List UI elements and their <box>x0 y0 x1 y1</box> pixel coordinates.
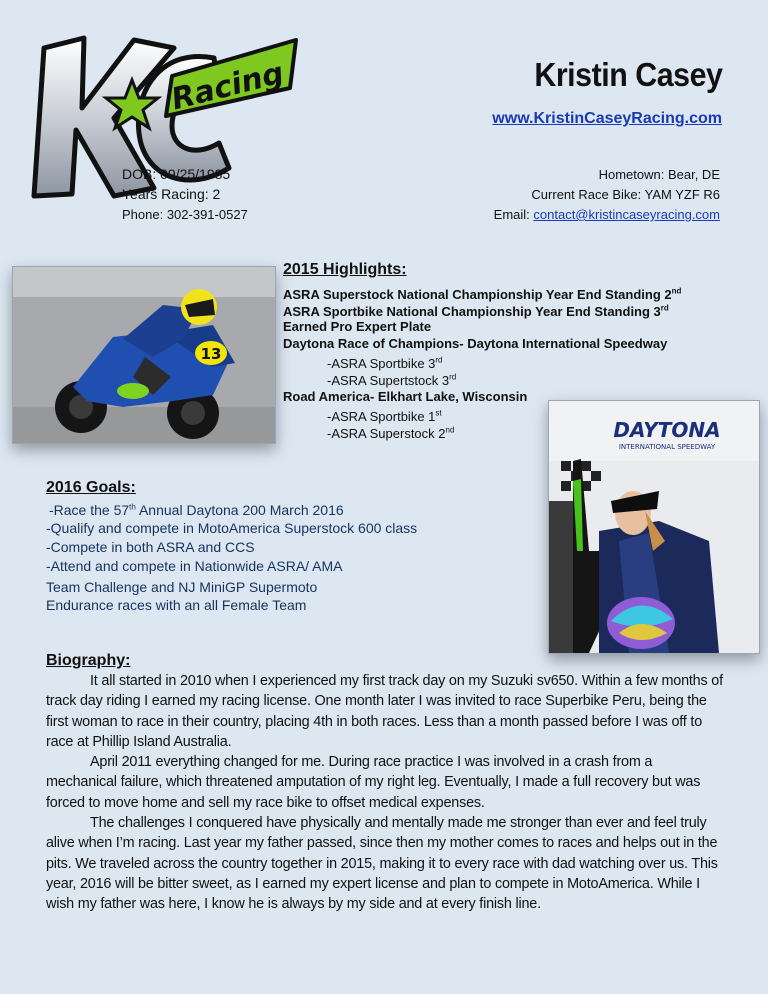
highlight-daytona: Daytona Race of Champions- Daytona International Speedway <box>283 336 668 351</box>
highlight-sportbike: ASRA Sportbike National Championship Year End Standing 3rd <box>283 303 669 319</box>
biography-paragraph-3: The challenges I conquered have physically and mentally made me stronger than ever and feel truly alive when I’m racing. Last year my father passed, since then my mother comes to races and helps out in the pits. We traveled across the country together in 2015, making it to every race with dad watching over us. This year, 2016 will be bitter sweet, as I earned my expert license and plan to compete in MotoAmerica. While I wish my father was here, I know he is always by my side and at every finish line. <box>46 815 718 913</box>
email-label: Email: <box>493 207 534 222</box>
goals-title: 2016 Goals: <box>46 479 136 496</box>
current-bike: Current Race Bike: YAM YZF R6 <box>531 187 720 202</box>
goal-daytona-200: -Race the 57th Annual Daytona 200 March 2016 <box>49 502 344 518</box>
highlight-daytona-sportbike: -ASRA Sportbike 3rd <box>327 355 443 371</box>
years-racing: Years Racing: 2 <box>122 186 221 202</box>
svg-text:Racing: Racing <box>167 55 288 118</box>
highlight-road-america: Road America- Elkhart Lake, Wisconsin <box>283 389 528 404</box>
dob: DOB: 09/25/1985 <box>122 166 231 182</box>
hometown: Hometown: Bear, DE <box>598 167 720 182</box>
goal-motoamerica: -Qualify and compete in MotoAmerica Superstock 600 class <box>46 520 418 536</box>
website-link[interactable]: www.KristinCaseyRacing.com <box>492 110 722 127</box>
daytona-banner-text: DAYTONA <box>613 418 721 442</box>
racer-name: Kristin Casey <box>533 56 722 93</box>
motorcycle-photo <box>12 266 276 444</box>
goal-asra-ccs: -Compete in both ASRA and CCS <box>46 539 255 555</box>
phone: Phone: 302-391-0527 <box>122 207 248 222</box>
biography-text <box>46 671 726 915</box>
racer-photo <box>548 400 760 654</box>
goal-team-challenge: Team Challenge and NJ MiniGP Supermoto <box>46 579 318 595</box>
biography-paragraph-2: April 2011 everything changed for me. During race practice I was involved in a crash from a mechanical failure, which threatened amputation of my right leg. Eventually, I made a full recovery but was forced to move home and sell my race bike to offset medical expenses. <box>46 754 701 811</box>
highlights-title: 2015 Highlights: <box>283 261 407 278</box>
email-link[interactable]: contact@kristincaseyracing.com <box>533 207 720 222</box>
biography-paragraph-1: It all started in 2010 when I experienced my first track day on my Suzuki sv650. Within a few months of track day riding I earned my racing license. One month later I was invited to race Superbike Peru, being the first woman to race in their country, placing 4th in both races. Less than a month passed before I was off to race at Phillip Island Australia. <box>46 673 723 750</box>
speedway-banner-text: INTERNATIONAL SPEEDWAY <box>618 443 716 451</box>
email-line <box>494 207 720 222</box>
bike-number: 13 <box>200 345 222 363</box>
highlight-road-america-superstock: -ASRA Superstock 2nd <box>327 425 455 441</box>
highlight-daytona-superstock: -ASRA Supertstock 3rd <box>327 372 457 388</box>
goal-nationwide: -Attend and compete in Nationwide ASRA/ AMA <box>46 558 343 574</box>
goal-endurance: Endurance races with an all Female Team <box>46 597 307 613</box>
biography-title: Biography: <box>46 652 131 669</box>
highlight-pro-plate: Earned Pro Expert Plate <box>283 319 432 334</box>
highlight-superstock: ASRA Superstock National Championship Year End Standing 2nd <box>283 286 682 302</box>
highlight-road-america-sportbike: -ASRA Sportbike 1st <box>327 408 442 424</box>
